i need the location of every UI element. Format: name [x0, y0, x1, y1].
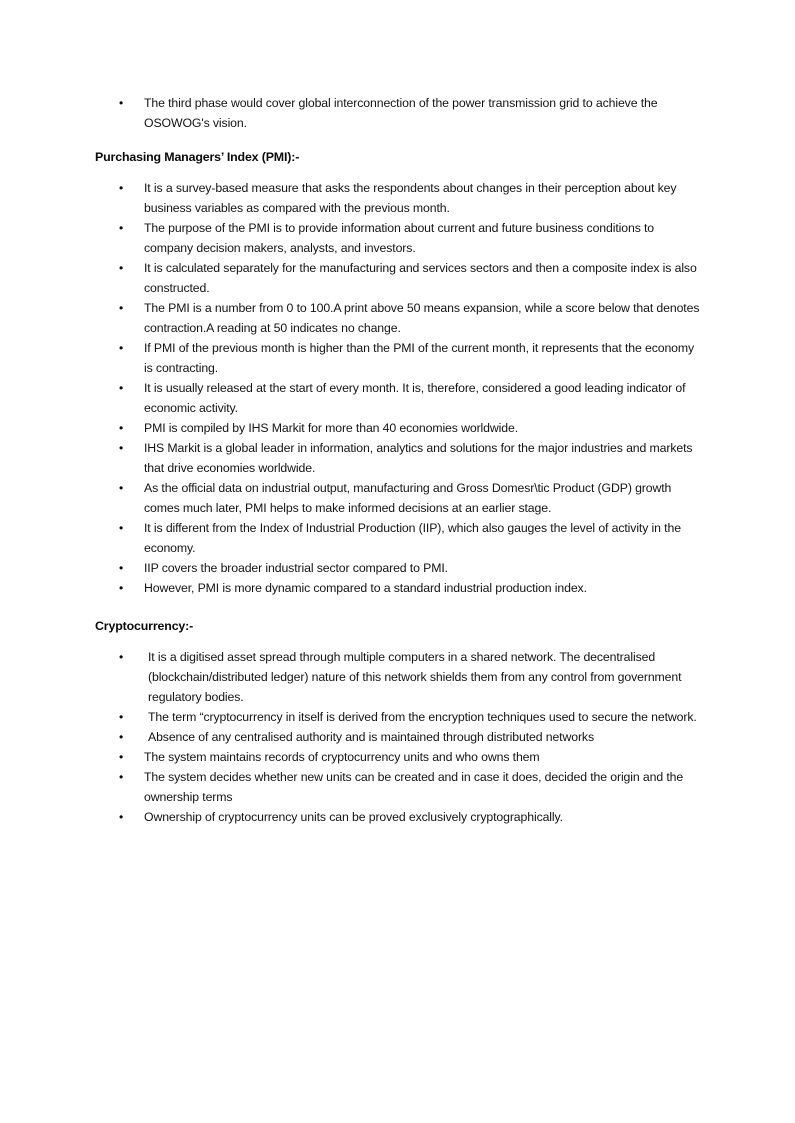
spacer: [0, 133, 795, 147]
list-item: • It is different from the Index of Industrial Production (IIP), which also gauges the level of activity in the economy.: [0, 518, 795, 558]
list-item: • As the official data on industrial output, manufacturing and Gross Domesr\tic Product (GDP) growth comes much later, PMI helps to make informed decisions at an earlier stage.: [0, 478, 795, 518]
pmi-section-heading: Purchasing Managers’ Index (PMI):-: [95, 150, 300, 164]
list-item: • The term “cryptocurrency in itself is derived from the encryption techniques used to secure the network.: [0, 707, 795, 727]
list-item: • The system maintains records of cryptocurrency units and who owns them: [0, 747, 795, 767]
list-item: • However, PMI is more dynamic compared to a standard industrial production index.: [0, 578, 795, 598]
list-item: • Ownership of cryptocurrency units can be proved exclusively cryptographically.: [0, 807, 795, 827]
cryptocurrency-bullet-list: [0, 647, 795, 827]
list-item: • PMI is compiled by IHS Markit for more than 40 economies worldwide.: [0, 418, 795, 438]
list-item: • Absence of any centralised authority and is maintained through distributed networks: [0, 727, 795, 747]
list-item: • It is calculated separately for the manufacturing and services sectors and then a composite index is also constructed.: [0, 258, 795, 298]
spacer: [0, 636, 795, 647]
list-item: • The system decides whether new units can be created and in case it does, decided the origin and the ownership terms: [0, 767, 795, 807]
intro-bullet-list: [0, 93, 795, 133]
top-margin-spacer: [0, 0, 795, 93]
list-item: • It is usually released at the start of every month. It is, therefore, considered a good leading indicator of economic activity.: [0, 378, 795, 418]
list-item: • IHS Markit is a global leader in information, analytics and solutions for the major industries and markets that drive economies worldwide.: [0, 438, 795, 478]
spacer: [0, 598, 795, 616]
list-item: • The purpose of the PMI is to provide information about current and future business conditions to company decision makers, analysts, and investors.: [0, 218, 795, 258]
list-item: • IIP covers the broader industrial sector compared to PMI.: [0, 558, 795, 578]
spacer: [0, 167, 795, 178]
list-item: • It is a survey-based measure that asks the respondents about changes in their perception about key business variables as compared with the previous month.: [0, 178, 795, 218]
list-item: • It is a digitised asset spread through multiple computers in a shared network. The decentralised (blockchain/distributed ledger) nature of this network shields them from any control from government regulatory bodies.: [0, 647, 795, 707]
list-item: • The PMI is a number from 0 to 100.A print above 50 means expansion, while a score below that denotes contraction.A reading at 50 indicates no change.: [0, 298, 795, 338]
pmi-bullet-list: [0, 178, 795, 598]
list-item: • If PMI of the previous month is higher than the PMI of the current month, it represents that the economy is contracting.: [0, 338, 795, 378]
list-item: • The third phase would cover global interconnection of the power transmission grid to achieve the OSOWOG's vision.: [0, 93, 795, 133]
cryptocurrency-section-heading: Cryptocurrency:-: [95, 619, 194, 633]
